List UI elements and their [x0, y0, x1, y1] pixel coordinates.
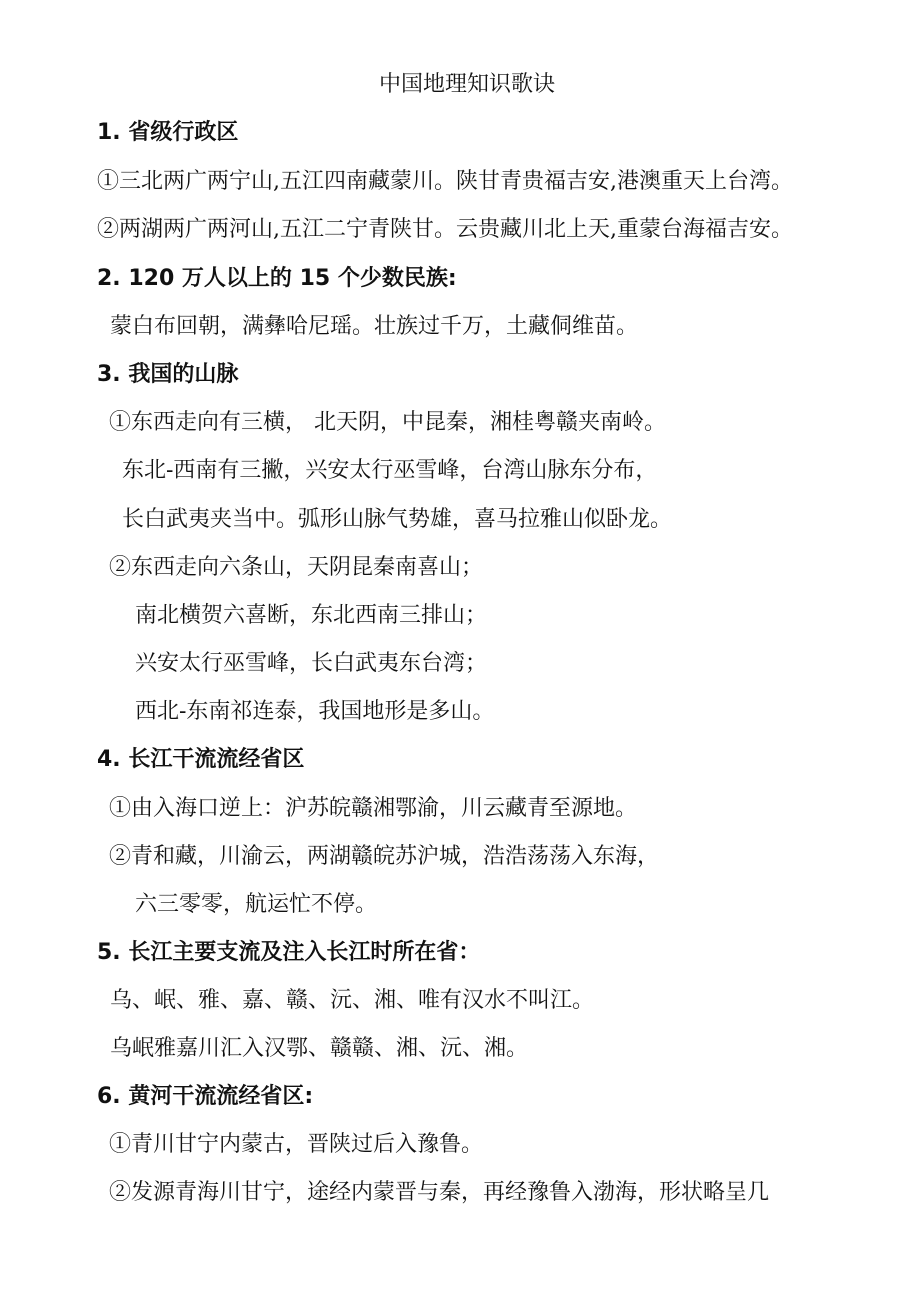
section-3-line-3: 长白武夷夹当中。弧形山脉气势雄，喜马拉雅山似卧龙。 — [122, 507, 673, 532]
section-3-line-4: ②东西走向六条山，天阴昆秦南喜山； — [109, 555, 484, 580]
section-5-line-2: 乌岷雅嘉川汇入汉鄂、赣赣、湘、沅、湘。 — [110, 1036, 529, 1061]
section-6-line-2: ②发源青海川甘宁，途经内蒙晋与秦，再经豫鲁入渤海，形状略呈几 — [109, 1180, 770, 1205]
section-5-heading: 5. 长江主要支流及注入长江时所在省： — [97, 940, 481, 965]
section-3-line-5: 南北横贺六喜断，东北西南三排山； — [135, 603, 488, 628]
section-6-heading: 6. 黄河干流流经省区: — [97, 1084, 314, 1109]
section-4-line-1: ①由入海口逆上：沪苏皖赣湘鄂渝，川云藏青至源地。 — [109, 796, 638, 821]
section-1-line-2: ②两湖两广两河山,五江二宁青陕甘。云贵藏川北上天,重蒙台海福吉安。 — [97, 217, 793, 242]
page-title: 中国地理知识歌诀 — [379, 72, 556, 97]
section-6-line-1: ①青川甘宁内蒙古，晋陕过后入豫鲁。 — [109, 1132, 484, 1157]
section-4-line-2: ②青和藏，川渝云，两湖赣皖苏沪城，浩浩荡荡入东海， — [109, 844, 660, 869]
section-4-line-3: 六三零零，航运忙不停。 — [135, 892, 378, 917]
section-3-line-6: 兴安太行巫雪峰，长白武夷东台湾； — [135, 651, 488, 676]
section-1-heading: 1. 省级行政区 — [97, 120, 239, 145]
section-5-line-1: 乌、岷、雅、嘉、赣、沅、湘、唯有汉水不叫江。 — [110, 988, 595, 1013]
section-3-line-7: 西北-东南祁连泰，我国地形是多山。 — [135, 699, 495, 724]
section-3-line-1: ①东西走向有三横， 北天阴，中昆秦，湘桂粤赣夹南岭。 — [109, 410, 666, 435]
section-3-heading: 3. 我国的山脉 — [97, 362, 239, 387]
section-2-line-1: 蒙白布回朝，满彝哈尼瑶。壮族过千万，土藏侗维苗。 — [110, 314, 639, 339]
section-1-line-1: ①三北两广两宁山,五江四南藏蒙川。陕甘青贵福吉安,港澳重天上台湾。 — [97, 169, 793, 194]
section-2-heading: 2. 120 万人以上的 15 个少数民族: — [97, 266, 457, 291]
section-3-line-2: 东北-西南有三撇，兴安太行巫雪峰，台湾山脉东分布， — [122, 458, 658, 483]
section-4-heading: 4. 长江干流流经省区 — [97, 747, 305, 772]
